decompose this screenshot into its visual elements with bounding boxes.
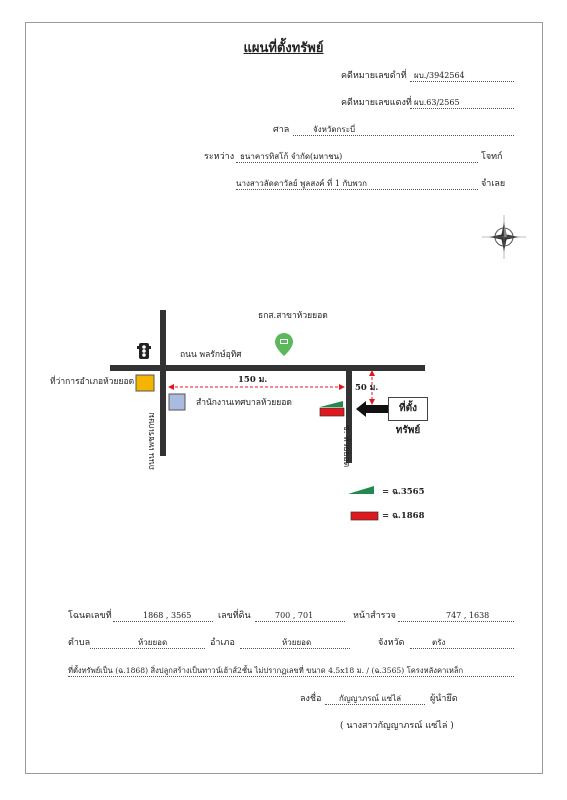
bank-map-marker-icon — [275, 333, 293, 356]
road-left-label: ถนน เพชรเกษม — [147, 412, 157, 470]
road-main-label: ถนน พลรักษ์อุทิศ — [180, 350, 242, 360]
subdistrict-value: ห้วยยอด — [138, 638, 168, 647]
sign-role: ผู้นำยึด — [430, 694, 458, 704]
court-value: จังหวัดกระบี่ — [313, 125, 356, 134]
page-title: แผนที่ตั้งทรัพย์ — [243, 41, 324, 56]
description-field — [68, 665, 514, 677]
subdistrict-label: ตำบล — [68, 638, 91, 648]
land-no-value: 700 , 701 — [275, 611, 314, 620]
province-value: ตรัง — [432, 638, 446, 647]
province-label: จังหวัด — [378, 638, 405, 648]
sign-label: ลงชื่อ — [300, 694, 322, 704]
bank-label: ธกส.สาขาห้วยยอด — [258, 311, 328, 321]
deed-field — [113, 610, 213, 622]
traffic-light-icon — [137, 343, 151, 359]
municipal-office-marker — [169, 394, 185, 410]
compass-icon — [482, 215, 526, 259]
plaintiff-value: ธนาคารทิสโก้ จำกัด(มหาชน) — [240, 152, 343, 161]
province-field — [410, 637, 514, 649]
legend-triangle-symbol — [348, 486, 374, 494]
road-right-label: ซ. ห้วยยอด — [341, 425, 351, 468]
property-1868-marker — [320, 408, 344, 416]
property-location-sign: ที่ตั้งทรัพย์ — [388, 397, 428, 421]
district-value: ห้วยยอด — [282, 638, 312, 647]
district-field — [240, 637, 350, 649]
district-label: อำเภอ — [210, 638, 235, 648]
legend-rectangle-label: = ฉ.1868 — [382, 511, 425, 521]
land-no-field — [255, 610, 345, 622]
road-phetkasem — [160, 310, 166, 456]
vertical-distance-label: 50 ม. — [355, 383, 379, 393]
land-no-label: เลขที่ดิน — [218, 611, 251, 621]
road-phonrak-uthit — [110, 365, 425, 371]
signer-name: ( นางสาวกัญญาภรณ์ แซ่ไล่ ) — [340, 721, 454, 731]
case-black-label: คดีหมายเลขดำที่ — [341, 71, 407, 81]
plaintiff-role: โจทก์ — [481, 152, 503, 162]
survey-label: หน้าสำรวจ — [353, 611, 396, 621]
between-label: ระหว่าง — [204, 152, 235, 162]
property-3565-marker — [320, 401, 343, 407]
deed-value: 1868 , 3565 — [143, 611, 192, 620]
deed-label: โฉนดเลขที่ — [68, 611, 112, 621]
sign-field — [325, 693, 425, 705]
legend-triangle-label: = ฉ.3565 — [382, 487, 425, 497]
horizontal-distance-label: 150 ม. — [238, 375, 268, 385]
defendant-role: จำเลย — [481, 179, 506, 189]
legend-rectangle-symbol — [351, 512, 378, 520]
description-text: ที่ตั้งทรัพย์เป็น (ฉ.1868) สิ่งปลูกสร้างเป็นทาวน์เฮ้าส์2ชั้น ไม่ปรากฏเลขที่ ขนาด 4.5x18 ม. / (ฉ.3565) โครงหลังคาเหล็ก — [68, 666, 464, 675]
court-label: ศาล — [273, 125, 290, 135]
sign-value: กัญญาภรณ์ แซ่ไล่ — [339, 694, 402, 703]
district-office-label: ที่ว่าการอำเภอห้วยยอด — [50, 377, 135, 387]
subdistrict-field — [90, 637, 205, 649]
case-red-value: ผบ.63/2565 — [414, 98, 460, 107]
survey-value: 747 , 1638 — [446, 611, 490, 620]
case-black-value: ผบ./3942564 — [414, 71, 465, 80]
case-red-label: คดีหมายเลขแดงที่ — [341, 98, 412, 108]
defendant-value: นางสาวลัดดาวัลย์ พูลสงค์ ที่ 1 กับพวก — [236, 179, 367, 188]
district-office-marker — [136, 375, 154, 391]
municipal-office-label: สำนักงานเทศบาลห้วยยอด — [196, 398, 292, 408]
survey-field — [398, 610, 514, 622]
